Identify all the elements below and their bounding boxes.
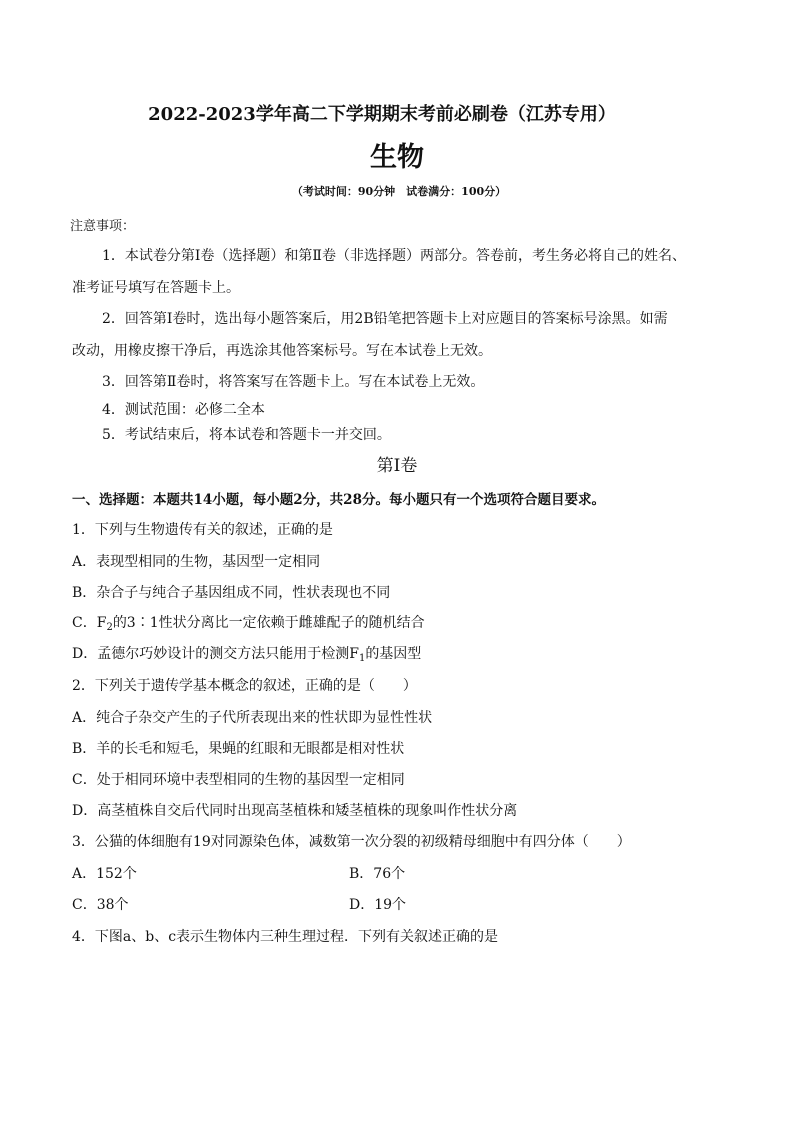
q2-option-b: B．羊的长毛和短毛，果蝇的红眼和无眼都是相对性状	[72, 741, 405, 757]
note-5: 5．考试结束后，将本试卷和答题卡一并交回。	[102, 427, 391, 443]
q1-option-d-sub: 1	[358, 653, 366, 664]
notes-heading: 注意事项：	[70, 219, 136, 234]
note-4: 4．测试范围：必修二全本	[102, 402, 265, 418]
q3-option-b: B．76个	[349, 866, 406, 882]
q1-option-c-pre: C．F	[72, 615, 107, 631]
part-heading: 一、选择题：本题共14小题，每小题2分，共28分。每小题只有一个选项符合题目要求。	[72, 492, 605, 508]
exam-title: 2022-2023学年高二下学期期末考前必刷卷（江苏专用）	[148, 104, 616, 125]
q1-option-c	[72, 615, 425, 633]
q1-option-a: A．表现型相同的生物，基因型一定相同	[72, 554, 321, 570]
q3-option-a: A．152个	[72, 866, 137, 882]
q2-option-a: A．纯合子杂交产生的子代所表现出来的性状即为显性性状	[72, 710, 433, 726]
note-2-line-1: 2．回答第Ⅰ卷时，选出每小题答案后，用2B铅笔把答题卡上对应题目的答案标号涂黑。如需	[102, 311, 668, 327]
note-1-line-2: 准考证号填写在答题卡上。	[72, 280, 240, 296]
note-2-line-2: 改动，用橡皮擦干净后，再选涂其他答案标号。写在本试卷上无效。	[72, 343, 492, 359]
q1-option-c-sub: 2	[106, 622, 113, 633]
note-3: 3．回答第Ⅱ卷时，将答案写在答题卡上。写在本试卷上无效。	[102, 374, 485, 390]
q1-option-d	[72, 646, 422, 664]
q1-option-c-post: 的3∶1性状分离比一定依赖于雌雄配子的随机结合	[112, 615, 425, 631]
q1-stem: 1．下列与生物遗传有关的叙述，正确的是	[72, 522, 333, 538]
q4-stem: 4．下图a、b、c表示生物体内三种生理过程．下列有关叙述正确的是	[72, 929, 499, 945]
note-1-line-1: 1．本试卷分第Ⅰ卷（选择题）和第Ⅱ卷（非选择题）两部分。答卷前，考生务必将自己的姓名、	[102, 248, 686, 264]
q3-option-d: D．19个	[349, 897, 407, 913]
section-title: 第Ⅰ卷	[376, 456, 418, 476]
q1-option-d-pre: D．孟德尔巧妙设计的测交方法只能用于检测F	[72, 646, 359, 662]
q2-option-c: C．处于相同环境中表型相同的生物的基因型一定相同	[72, 772, 405, 788]
q1-option-d-post: 的基因型	[365, 646, 422, 662]
q2-option-d: D．高茎植株自交后代同时出现高茎植株和矮茎植株的现象叫作性状分离	[72, 803, 518, 819]
q2-stem: 2．下列关于遗传学基本概念的叙述，正确的是（ ）	[72, 678, 417, 694]
q1-option-b: B．杂合子与纯合子基因组成不同，性状表现也不同	[72, 585, 391, 601]
q3-option-c: C．38个	[72, 897, 129, 913]
subject-title: 生物	[370, 142, 424, 173]
q3-stem: 3．公猫的体细胞有19对同源染色体，减数第一次分裂的初级精母细胞中有四分体（ ）	[72, 834, 631, 850]
exam-info: （考试时间：90分钟 试卷满分：100分）	[291, 185, 507, 198]
